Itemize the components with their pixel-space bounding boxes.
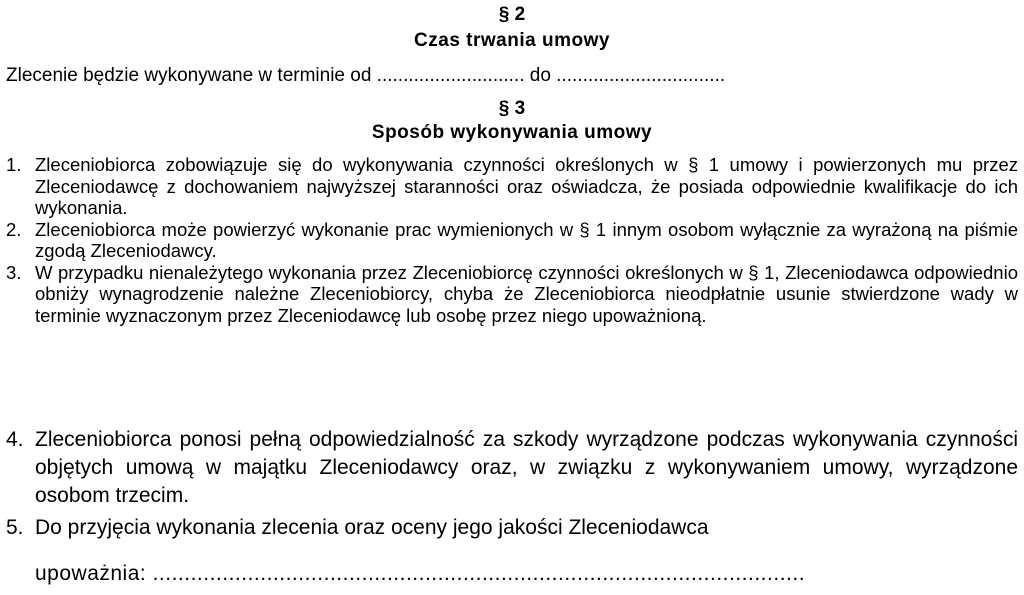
section-3-title: Sposób wykonywania umowy <box>371 122 653 143</box>
section-3-list-large <box>0 426 1024 588</box>
list-item-text: Zleceniobiorca zobowiązuje się do wykonywania czynności określonych w § 1 umowy i powierzonych mu przez Zleceniodawcę z dochowaniem najwyższej staranności oraz oświadcza, że posiada odpowiednie kwalifikacje do ich wykonania. <box>35 154 1018 218</box>
list-item-number: 3. <box>6 261 22 283</box>
list-item <box>0 219 1024 262</box>
section-2-title: Czas trwania umowy <box>414 30 610 51</box>
list-item-number: 1. <box>6 154 22 175</box>
authorized-person-fill-line: upoważnia: ....................................................................................................... <box>35 562 806 585</box>
section-2-number: § 2 <box>498 4 526 25</box>
list-item <box>0 514 1024 542</box>
list-item-text: Zleceniobiorca może powierzyć wykonanie prac wymienionych w § 1 innym osobom wyłącznie za wyrażoną na piśmie zgodą Zleceniodawcy. <box>35 218 1018 261</box>
list-item-number: 4. <box>6 428 24 451</box>
list-item-text: W przypadku nienależytego wykonania przez Zleceniobiorcę czynności określonych w § 1, Zleceniodawca odpowiednio obniży wynagrodzenie należne Zleceniobiorcy, chyba że Zleceniobiorca nieodpłatnie usunie stwierdzone wady w terminie wyznaczonym przez Zleceniodawcę lub osobę przez niego upoważnioną. <box>35 261 1018 326</box>
section-3-number: § 3 <box>498 98 526 119</box>
contract-term-line: Zlecenie będzie wykonywane w terminie od ............................ do ................................ <box>6 65 726 86</box>
list-item <box>0 426 1024 510</box>
list-item <box>0 154 1024 219</box>
list-item-number: 5. <box>6 516 24 539</box>
section-3-list-small <box>0 154 1024 326</box>
authorized-person-line <box>0 560 1024 588</box>
list-item-number: 2. <box>6 218 22 240</box>
list-item-text: Zleceniobiorca ponosi pełną odpowiedzialność za szkody wyrządzone podczas wykonywania czynności objętych umową w majątku Zleceniodawcy oraz, w związku z wykonywaniem umowy, wyrządzone osobom trzecim. <box>35 428 1018 507</box>
list-item <box>0 262 1024 327</box>
list-item-text: Do przyjęcia wykonania zlecenia oraz oceny jego jakości Zleceniodawca <box>35 516 709 539</box>
